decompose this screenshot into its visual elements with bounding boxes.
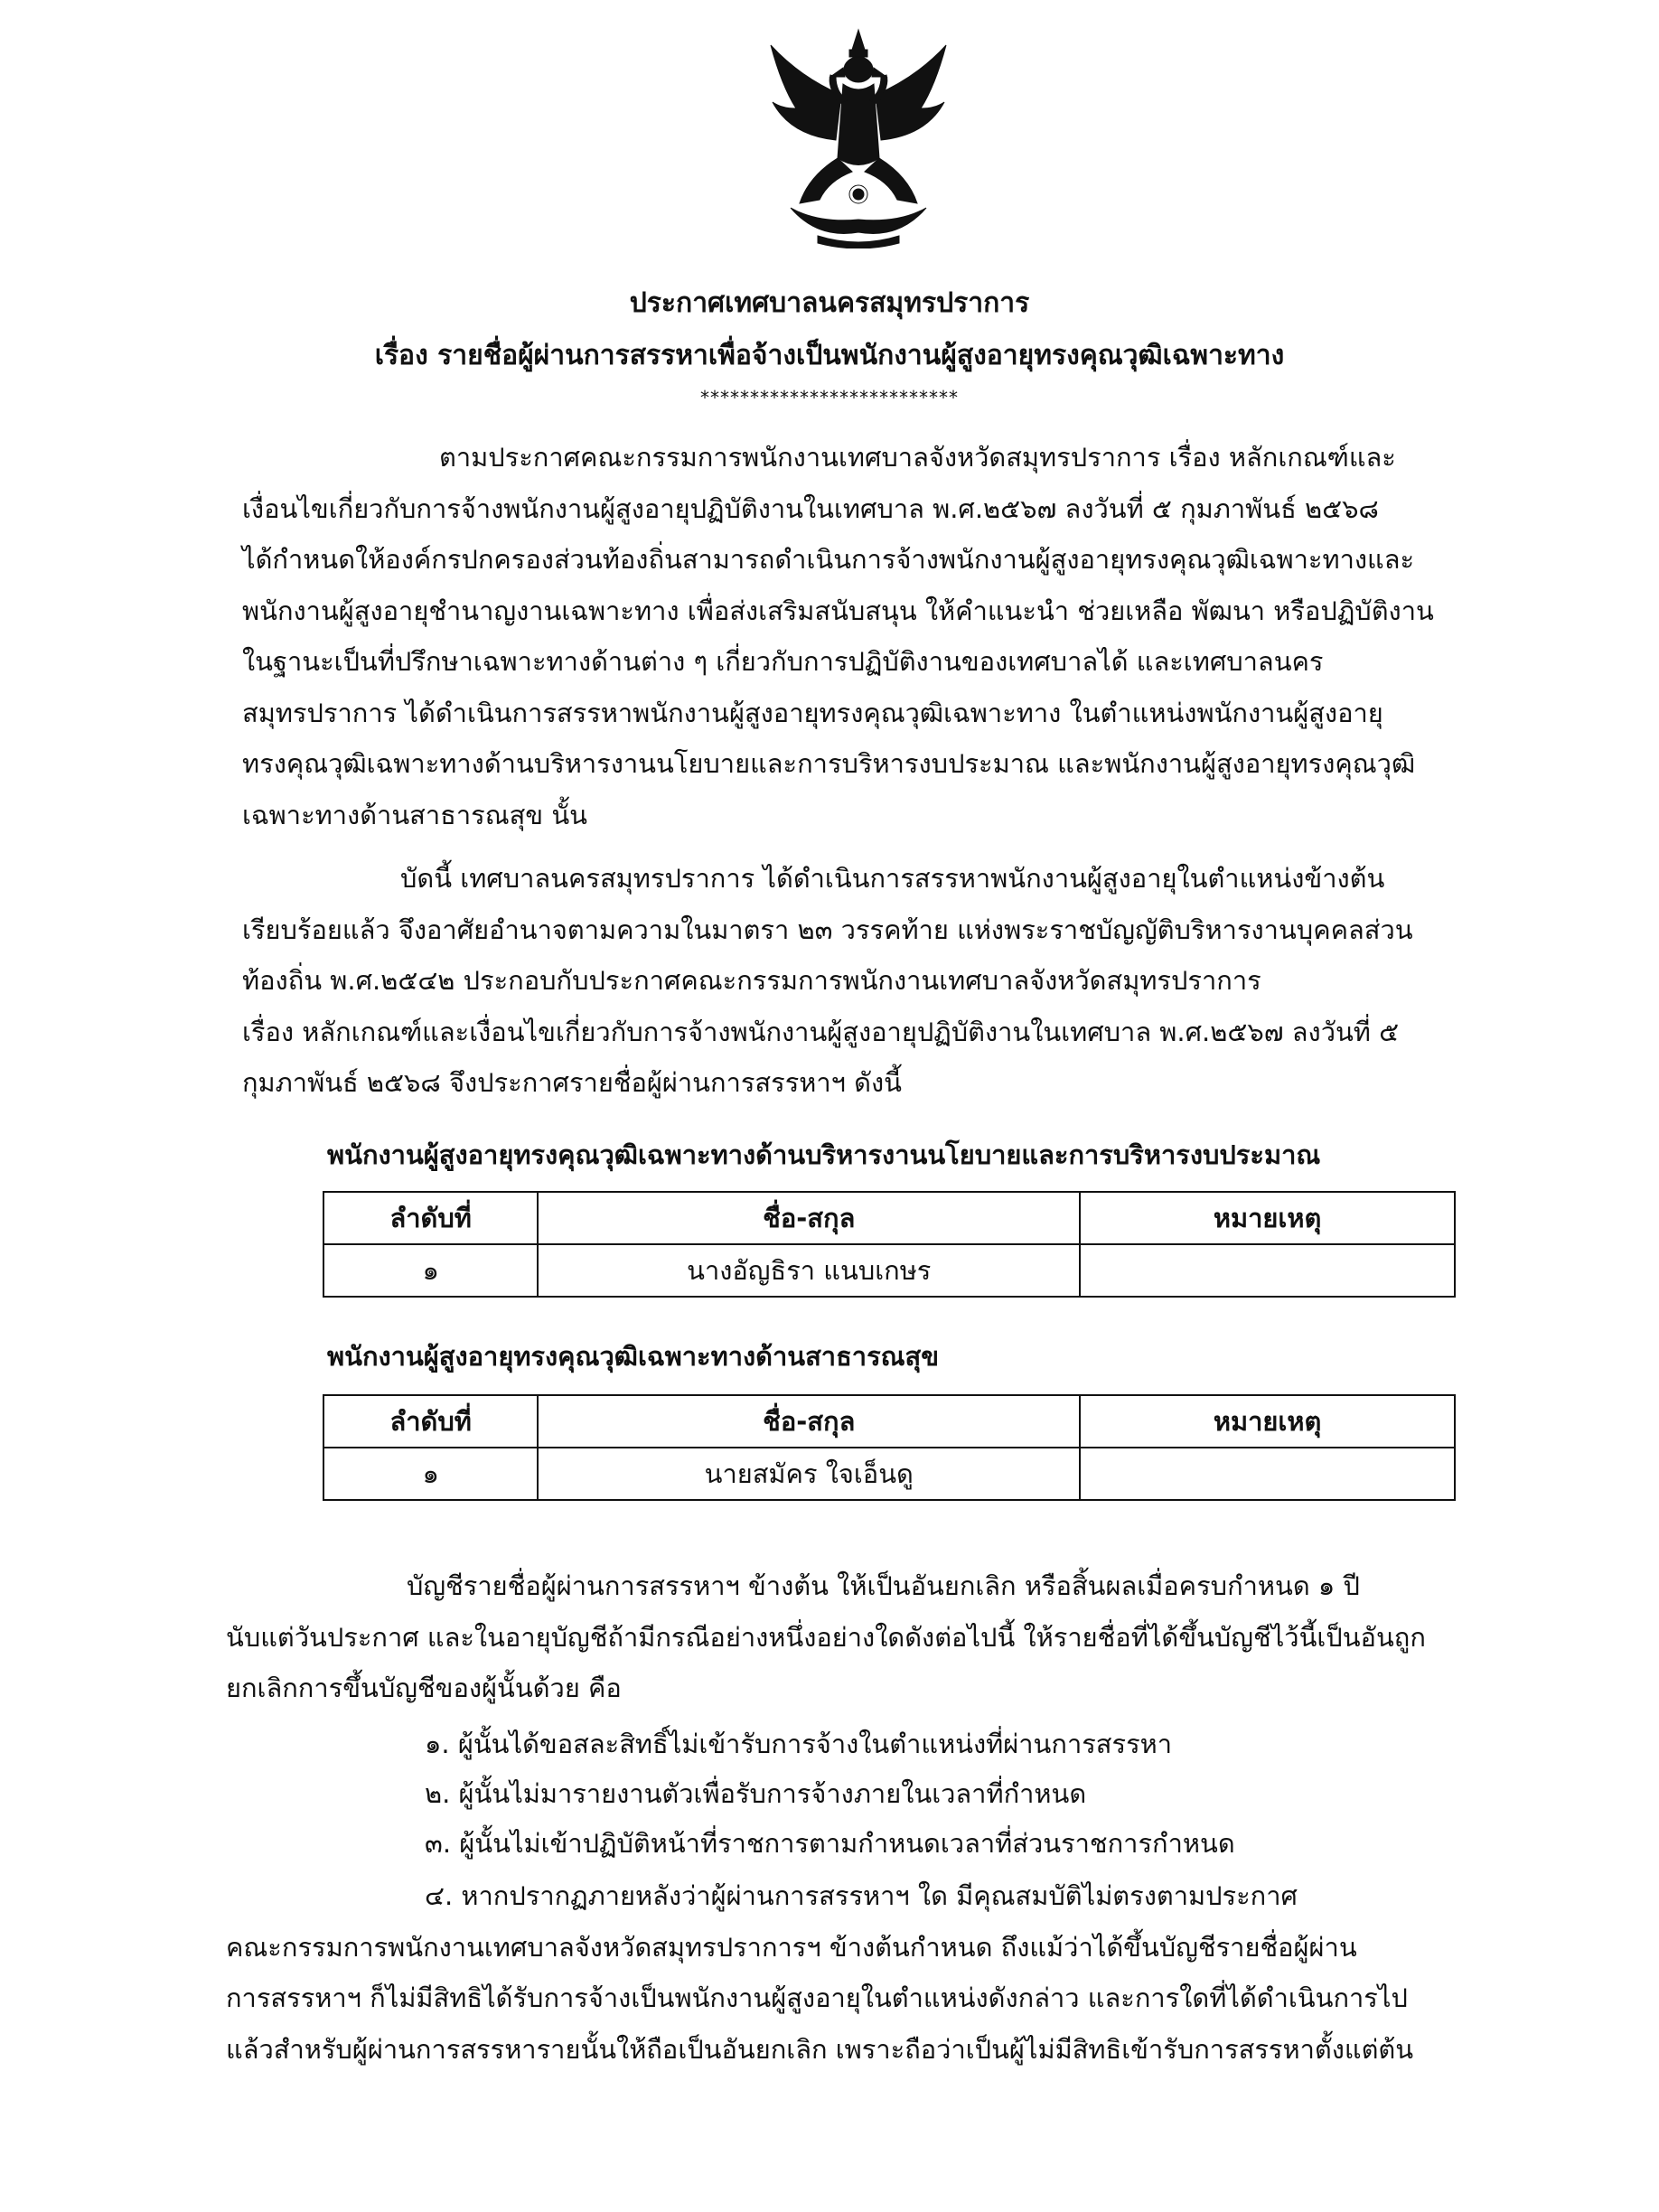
table-2-title: พนักงานผู้สูงอายุทรงคุณวุฒิเฉพาะทางด้านสาธารณสุข (327, 1341, 940, 1372)
candidates-table-health (323, 1394, 1456, 1501)
paragraph-2 (242, 853, 1525, 1109)
paragraph-line: แล้วสำหรับผู้ผ่านการสรรหารายนั้นให้ถือเป็นอันยกเลิก เพราะถือว่าเป็นผู้ไม่มีสิทธิเข้ารับการสรรหาตั้งแต่ต้น (226, 2033, 1414, 2065)
cell-name: นางอัญธิรา แนบเกษร (538, 1244, 1080, 1297)
table-row (323, 1244, 1455, 1297)
cell-name: นายสมัคร ใจเอ็นดู (538, 1448, 1080, 1500)
garuda-emblem-icon (764, 23, 953, 248)
col-order-header: ลำดับที่ (323, 1395, 538, 1448)
paragraph-line: คณะกรรมการพนักงานเทศบาลจังหวัดสมุทรปราการฯ ข้างต้นกำหนด ถึงแม้ว่าได้ขึ้นบัญชีรายชื่อผู้ผ่าน (226, 1931, 1357, 1963)
paragraph-3 (226, 1561, 1523, 1714)
paragraph-line: เรื่อง หลักเกณฑ์และเงื่อนไขเกี่ยวกับการจ้างพนักงานผู้สูงอายุปฏิบัติงานในเทศบาล พ.ศ.๒๕๖๗ ลงวันที่ ๕ (242, 1016, 1400, 1047)
cell-order: ๑ (323, 1448, 538, 1500)
condition-item: ๑. ผู้นั้นได้ขอสละสิทธิ์ไม่เข้ารับการจ้างในตำแหน่งที่ผ่านการสรรหา (425, 1729, 1173, 1759)
cell-order: ๑ (323, 1244, 538, 1297)
paragraph-line: ยกเลิกการขึ้นบัญชีของผู้นั้นด้วย คือ (226, 1673, 622, 1703)
announcement-subject: เรื่อง รายชื่อผู้ผ่านการสรรหาเพื่อจ้างเป็นพนักงานผู้สูงอายุทรงคุณวุฒิเฉพาะทาง (374, 340, 1285, 371)
cell-remark (1080, 1244, 1455, 1297)
paragraph-line: กุมภาพันธ์ ๒๕๖๘ จึงประกาศรายชื่อผู้ผ่านการสรรหาฯ ดังนี้ (242, 1067, 902, 1098)
paragraph-line: การสรรหาฯ ก็ไม่มีสิทธิได้รับการจ้างเป็นพนักงานผู้สูงอายุในตำแหน่งดังกล่าว และการใดที่ได้ดำเนินการไป (226, 1982, 1408, 2013)
col-name-header: ชื่อ-สกุล (538, 1192, 1080, 1244)
table-header-row (323, 1395, 1455, 1448)
col-remark-header: หมายเหตุ (1080, 1395, 1455, 1448)
paragraph-line: บัดนี้ เทศบาลนครสมุทรปราการ ได้ดำเนินการสรรหาพนักงานผู้สูงอายุในตำแหน่งข้างต้น (400, 863, 1385, 894)
paragraph-line: ท้องถิ่น พ.ศ.๒๕๔๒ ประกอบกับประกาศคณะกรรมการพนักงานเทศบาลจังหวัดสมุทรปราการ (242, 965, 1261, 996)
paragraph-line: พนักงานผู้สูงอายุชำนาญงานเฉพาะทาง เพื่อส่งเสริมสนับสนุน ให้คำแนะนำ ช่วยเหลือ พัฒนา หรือปฏิบัติงาน (242, 595, 1434, 626)
condition-item: ๓. ผู้นั้นไม่เข้าปฏิบัติหน้าที่ราชการตามกำหนดเวลาที่ส่วนราชการกำหนด (425, 1828, 1235, 1859)
paragraph-line: เรียบร้อยแล้ว จึงอาศัยอำนาจตามความในมาตรา ๒๓ วรรคท้าย แห่งพระราชบัญญัติบริหารงานบุคคลส่วน (242, 914, 1413, 945)
paragraph-line: ในฐานะเป็นที่ปรึกษาเฉพาะทางด้านต่าง ๆ เกี่ยวกับการปฏิบัติงานของเทศบาลได้ และเทศบาลนคร (242, 646, 1324, 677)
paragraph-line: บัญชีรายชื่อผู้ผ่านการสรรหาฯ ข้างต้น ให้เป็นอันยกเลิก หรือสิ้นผลเมื่อครบกำหนด ๑ ปี (407, 1570, 1360, 1601)
paragraph-line: ตามประกาศคณะกรรมการพนักงานเทศบาลจังหวัดสมุทรปราการ เรื่อง หลักเกณฑ์และ (439, 442, 1396, 473)
paragraph-line: นับแต่วันประกาศ และในอายุบัญชีถ้ามีกรณีอย่างหนึ่งอย่างใดดังต่อไปนี้ ให้รายชื่อที่ได้ขึ้นบัญชีไว้นี้เป็นอันถูก (226, 1621, 1426, 1653)
paragraph-line: สมุทรปราการ ได้ดำเนินการสรรหาพนักงานผู้สูงอายุทรงคุณวุฒิเฉพาะทาง ในตำแหน่งพนักงานผู้สูงอายุ (242, 697, 1383, 728)
col-name-header: ชื่อ-สกุล (538, 1395, 1080, 1448)
paragraph-line: ทรงคุณวุฒิเฉพาะทางด้านบริหารงานนโยบายและการบริหารงบประมาณ และพนักงานผู้สูงอายุทรงคุณวุฒิ (242, 748, 1416, 779)
announcement-title: ประกาศเทศบาลนครสมุทรปราการ (629, 287, 1030, 319)
col-order-header: ลำดับที่ (323, 1192, 538, 1244)
col-remark-header: หมายเหตุ (1080, 1192, 1455, 1244)
cell-remark (1080, 1448, 1455, 1500)
table-header-row (323, 1192, 1455, 1244)
table-1-title: พนักงานผู้สูงอายุทรงคุณวุฒิเฉพาะทางด้านบริหารงานนโยบายและการบริหารงบประมาณ (327, 1139, 1321, 1170)
paragraph-line: เฉพาะทางด้านสาธารณสุข นั้น (242, 799, 587, 830)
candidates-table-policy (323, 1191, 1456, 1298)
table-row (323, 1448, 1455, 1500)
paragraph-line: เงื่อนไขเกี่ยวกับการจ้างพนักงานผู้สูงอายุปฏิบัติงานในเทศบาล พ.ศ.๒๕๖๗ ลงวันที่ ๕ กุมภาพันธ์ ๒๕๖๘ (242, 492, 1379, 524)
star-divider: ************************** (700, 387, 959, 408)
paragraph-4 (226, 1870, 1523, 2075)
paragraph-line: ๔. หากปรากฏภายหลังว่าผู้ผ่านการสรรหาฯ ใด มีคุณสมบัติไม่ตรงตามประกาศ (425, 1880, 1298, 1911)
condition-item: ๒. ผู้นั้นไม่มารายงานตัวเพื่อรับการจ้างภายในเวลาที่กำหนด (425, 1778, 1087, 1809)
paragraph-1 (242, 432, 1525, 840)
paragraph-line: ได้กำหนดให้องค์กรปกครองส่วนท้องถิ่นสามารถดำเนินการจ้างพนักงานผู้สูงอายุทรงคุณวุฒิเฉพาะทางและ (242, 544, 1415, 575)
